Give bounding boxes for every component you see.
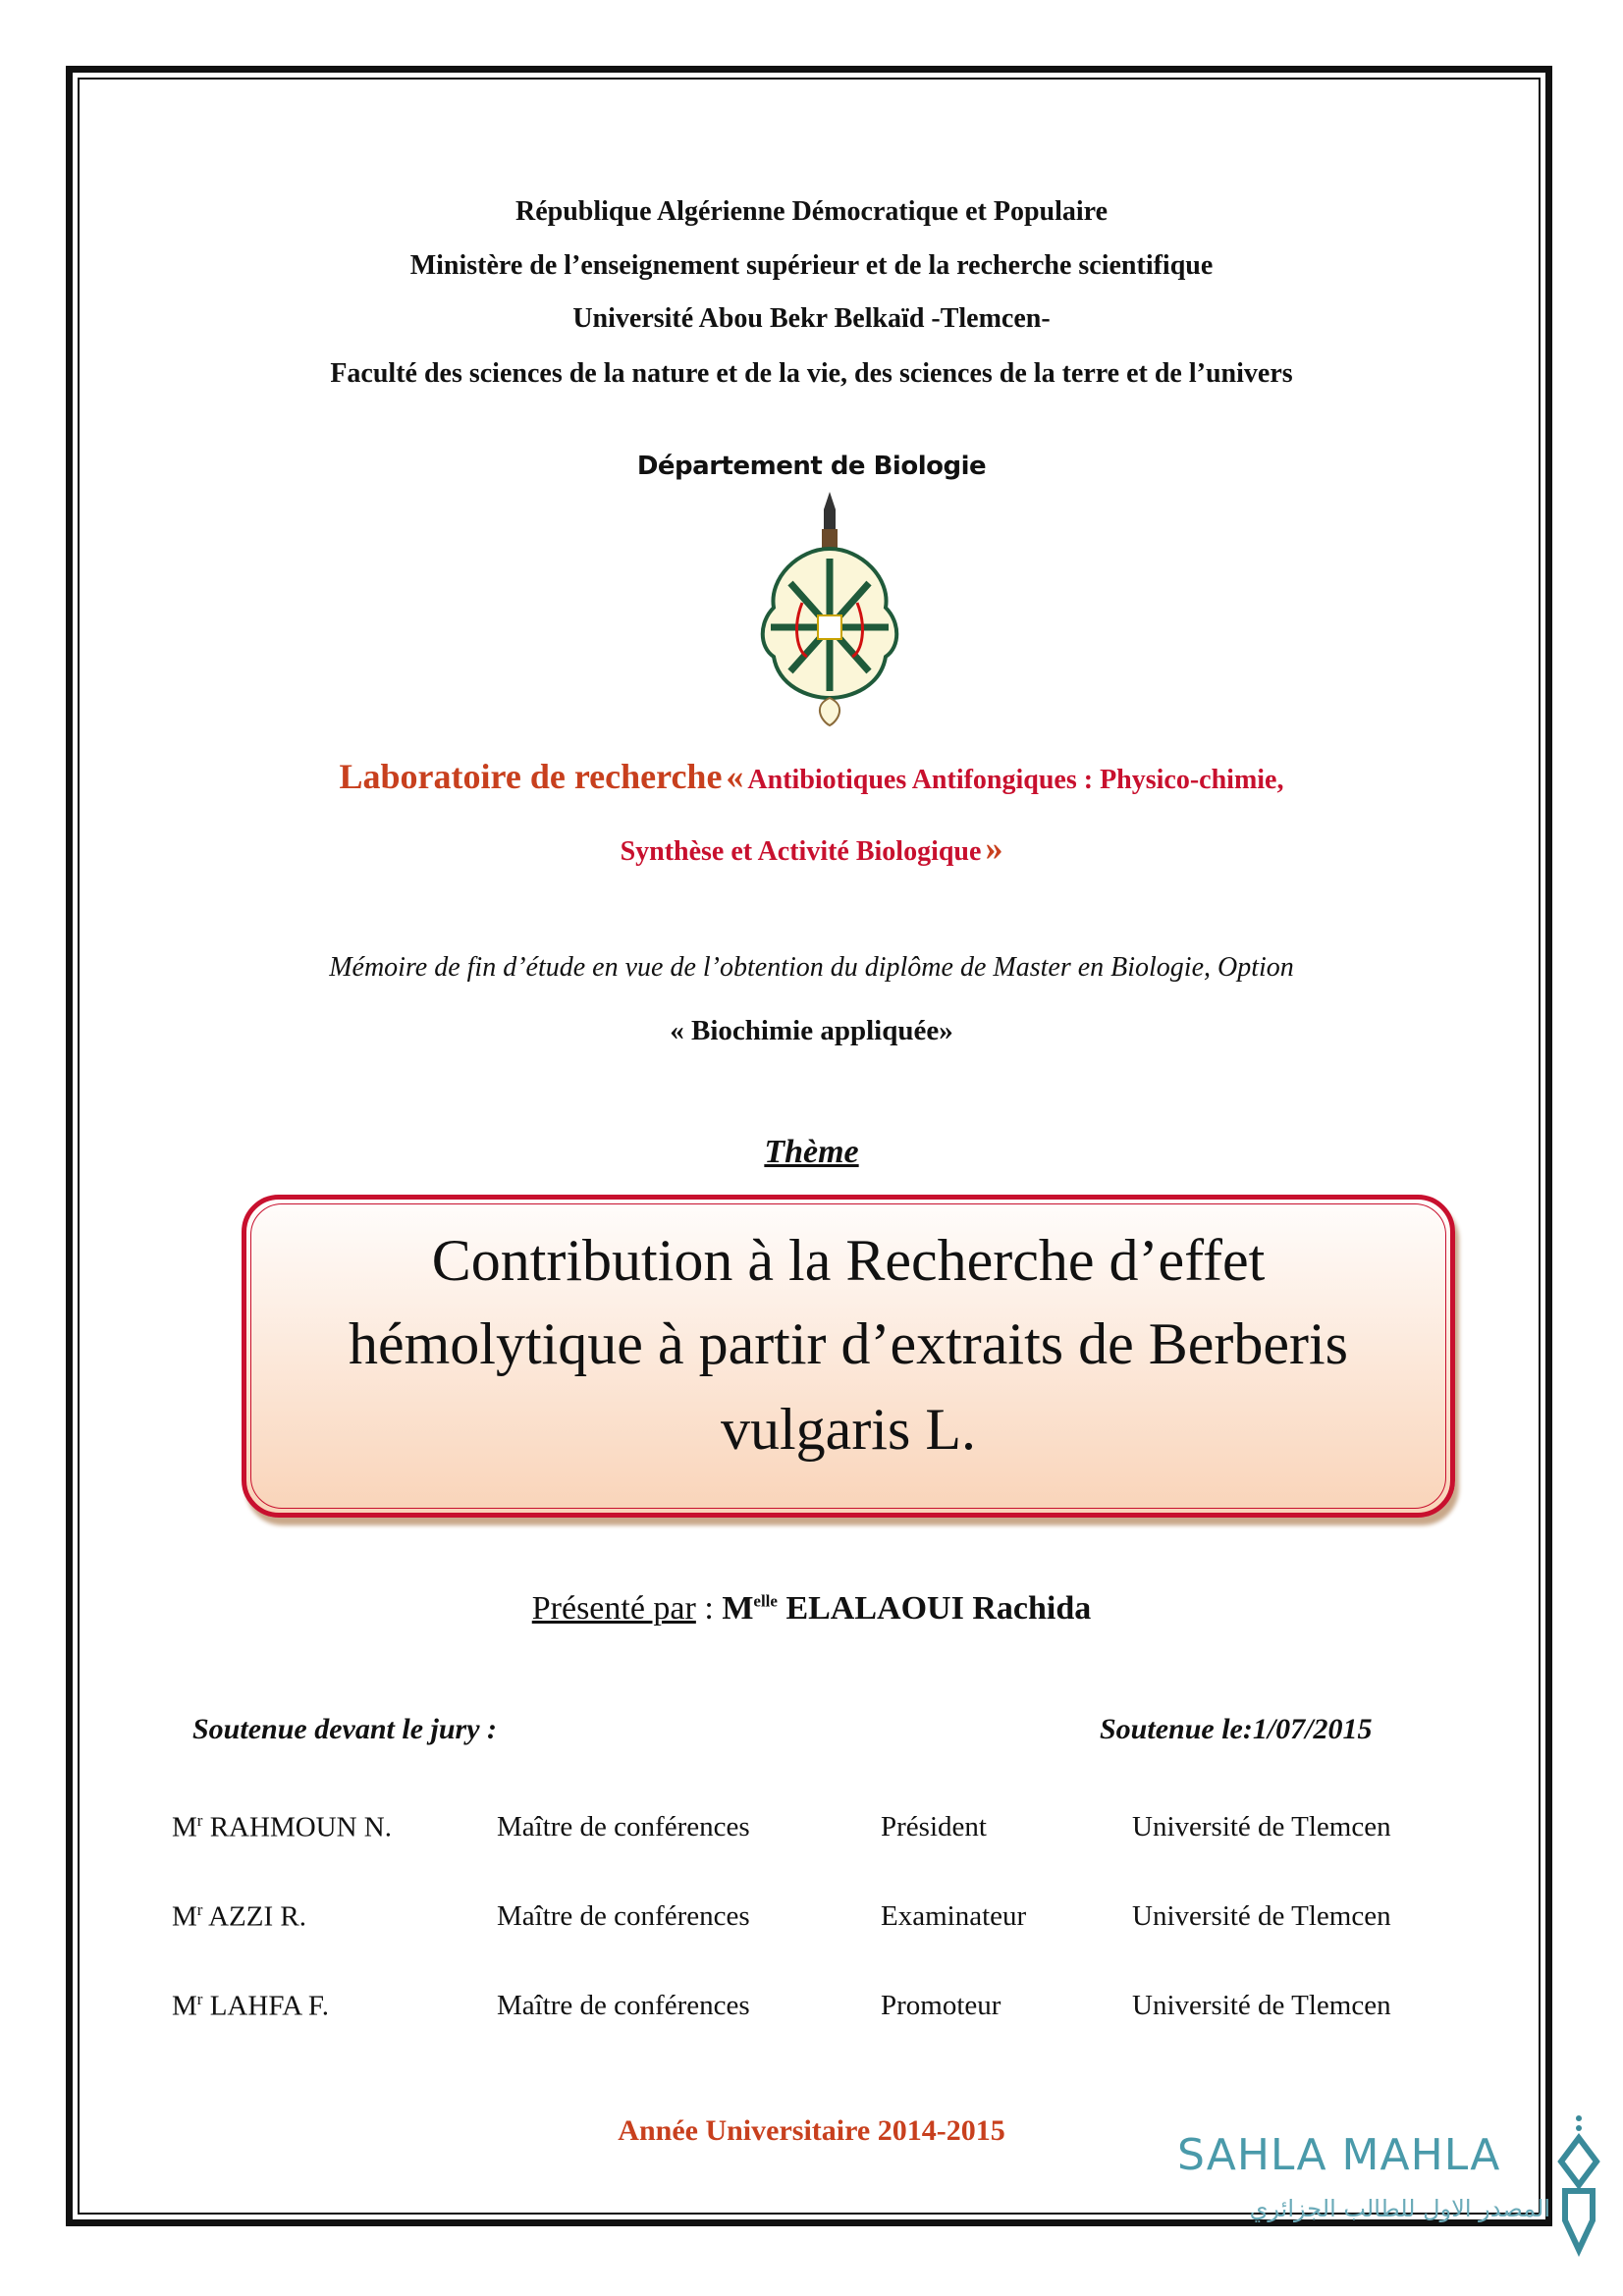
jury-member-name: $M^r$ LAHFA F. xyxy=(172,1990,329,2022)
jury-member-name: $M^r$ RAHMOUN N. xyxy=(172,1811,393,1843)
watermark-brand: SAHLA MAHLA xyxy=(1177,2130,1501,2180)
republic-line: République Algérienne Démocratique et Populaire xyxy=(515,196,1108,227)
presenter-name: ELALAOUI Rachida xyxy=(777,1590,1092,1627)
watermark-emblem-icon xyxy=(1555,2112,1602,2260)
jury-member-grade: Maître de conférences xyxy=(497,1900,750,1932)
jury-member-institution: Université de Tlemcen xyxy=(1132,1990,1391,2021)
jury-member-role: Président xyxy=(881,1811,987,1842)
title-box xyxy=(242,1195,1455,1518)
title-line: Contribution à la Recherche d’effet xyxy=(431,1228,1266,1293)
university-line: Université Abou Bekr Belkaïd -Tlemcen- xyxy=(572,303,1051,334)
jury-member-role: Examinateur xyxy=(881,1900,1027,1932)
lab-quote-open: « xyxy=(726,757,744,796)
jury-member-institution: Université de Tlemcen xyxy=(1132,1811,1391,1842)
jury-member-grade: Maître de conférences xyxy=(497,1811,750,1842)
faculty-line: Faculté des sciences de la nature et de la vie, des sciences de la terre et de l’univers xyxy=(330,358,1293,389)
academic-year: Année Universitaire 2014-2015 xyxy=(618,2114,1005,2147)
lab-name-1: Antibiotiques Antifongiques : Physico-chimie, xyxy=(747,765,1284,795)
theme-label: Thème xyxy=(764,1134,859,1170)
jury-heading: Soutenue devant le jury : xyxy=(192,1713,498,1745)
jury-member-name: $M^r$ AZZI R. xyxy=(172,1900,306,1933)
laboratory-line-1 xyxy=(0,756,1623,797)
presenter-title-sup: elle xyxy=(753,1591,778,1611)
memoire-option: « Biochimie appliquée» xyxy=(670,1015,953,1046)
lab-name-2: Synthèse et Activité Biologique xyxy=(620,836,982,867)
lab-prefix: Laboratoire de recherche xyxy=(339,757,723,796)
watermark-tagline: المصدر الاول للطالب الجزائري xyxy=(1249,2195,1550,2222)
university-logo xyxy=(753,490,906,726)
title-line: hémolytique à partir d’extraits de Berberis xyxy=(349,1311,1348,1376)
jury-member-role: Promoteur xyxy=(881,1990,1001,2021)
laboratory-line-2 xyxy=(0,828,1623,869)
presenter-sep: : xyxy=(695,1590,723,1627)
presenter-title: M xyxy=(722,1590,754,1627)
presenter-label: Présenté par xyxy=(531,1590,696,1627)
title-line: vulgaris L. xyxy=(721,1397,976,1462)
sahla-mahla-watermark xyxy=(1177,2112,1599,2260)
department-line: Département de Biologie xyxy=(636,452,987,481)
ministry-line: Ministère de l’enseignement supérieur et de la recherche scientifique xyxy=(409,250,1214,281)
presenter-line xyxy=(0,1590,1623,1628)
memoire-text: Mémoire de fin d’étude en vue de l’obtention du diplôme de Master en Biologie, Option xyxy=(329,952,1294,983)
jury-member-institution: Université de Tlemcen xyxy=(1132,1900,1391,1932)
lab-quote-close: » xyxy=(985,828,1003,868)
jury-member-grade: Maître de conférences xyxy=(497,1990,750,2021)
defense-date: Soutenue le:1/07/2015 xyxy=(1100,1713,1373,1745)
